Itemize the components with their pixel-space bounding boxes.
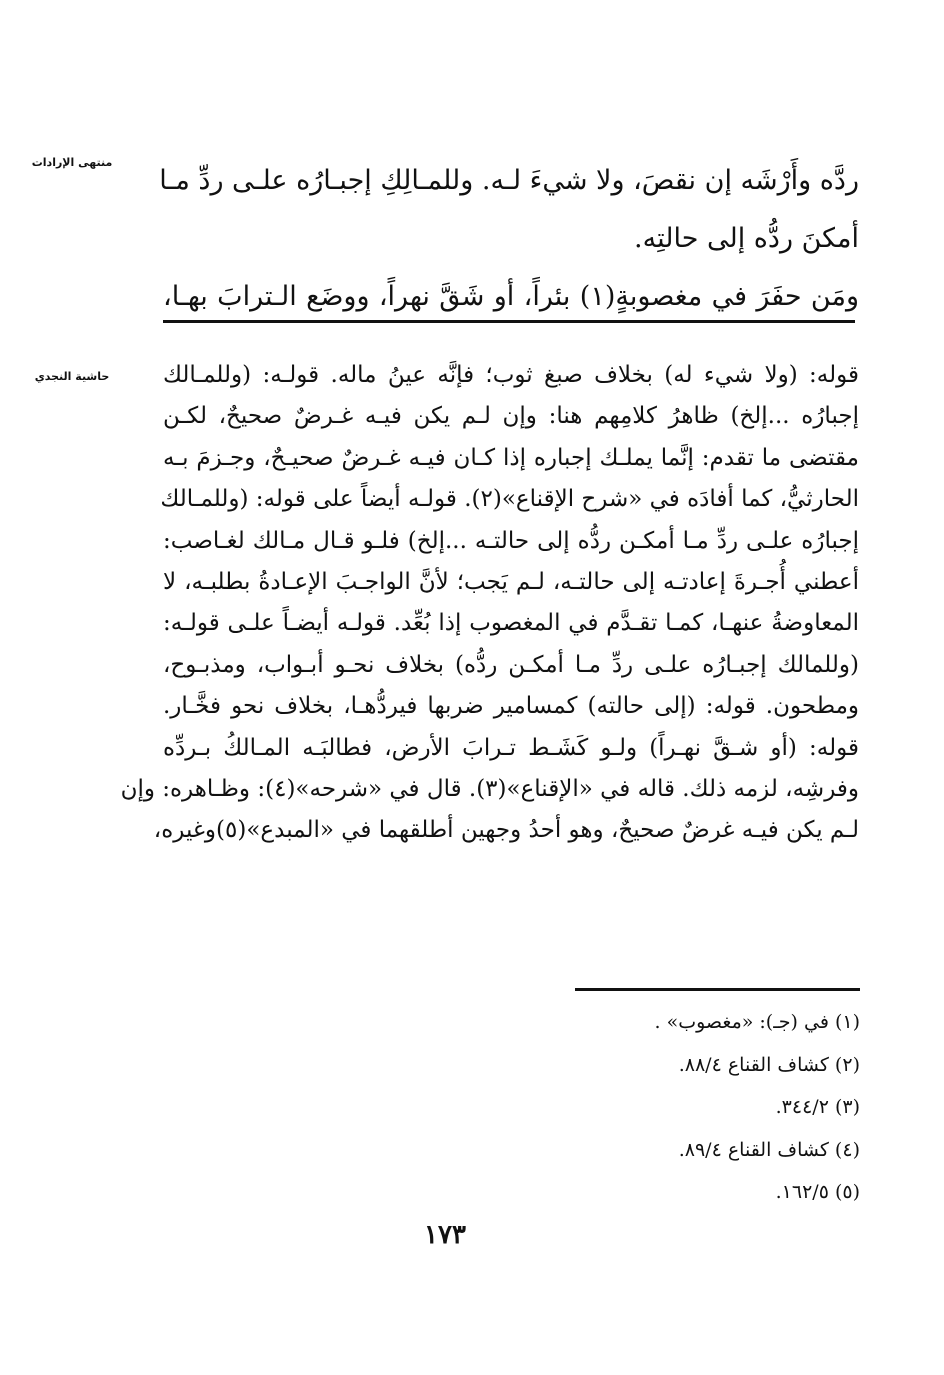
hashiya-line: قوله: (أو شـقَّ نهـراً) ولـو كَشَـط تـرابَ الأرض، فطالبَـه المـالكُ بـردِّه [163, 734, 859, 761]
hashiya-line: إجبارُه علـى ردِّ مـا أمكـن ردُّه إلى حالتـه ...إلخ) فلـو قـال مـالك لغـاصب: [163, 527, 859, 554]
footnotes [560, 1001, 860, 1214]
page-number: ١٧٣ [424, 1220, 466, 1250]
footnote: (٥) ١٦٢/٥. [775, 1181, 860, 1203]
hashiya-line: مقتضى ما تقدم: إنَّما يملـك إجباره إذا كـان فيـه غـرضٌ صحيـحٌ، وجـزمَ بـه [163, 444, 859, 471]
main-text-line: أمكنَ ردُّه إلى حالتِه. [634, 223, 859, 254]
hashiya-line: (وللمالك إجبـارُه علـى ردِّ مـا أمكـن ردُّه) بخلاف نحـو أبـواب، ومذبـوح، [163, 651, 859, 678]
hashiya-line: وفرشِه، لزمه ذلك. قاله في «الإقناع»(٣). قال في «شرحه»(٤): وظـاهره: وإن [120, 775, 859, 802]
footnote: (٢) كشاف القناع ٨٨/٤. [678, 1053, 860, 1076]
section-divider [163, 320, 855, 323]
hashiya-line: لـم يكن فيـه غرضٌ صحيحٌ، وهو أحدُ وجهين أطلقهما في «المبدع»(٥)وغيره، [153, 817, 859, 844]
footnote: (١) في (جـ): «مغصوب» . [654, 1011, 860, 1033]
footnote: (٤) كشاف القناع ٨٩/٤. [678, 1138, 860, 1161]
hashiya-line: الحارثيُّ، كما أفادَه في «شرح الإقناع»(٢). قولـه أيضاً على قوله: (وللمـالك [160, 486, 859, 513]
hashiya-line: أعطني أُجـرةَ إعادتـه إلى حالتـه، لـم يَجب؛ لأنَّ الواجـبَ الإعـادةُ بطلبـه، لا [163, 568, 859, 595]
main-text-line: ردَّه وأَرْشَه إن نقصَ، ولا شيءَ لـه. وللمـالِكِ إجبـارُه علـى ردِّ مـا [159, 165, 859, 196]
footnote: (٣) ٣٤٤/٢. [775, 1096, 860, 1118]
side-label-hashiya: حاشية النجدي [34, 370, 110, 383]
hashiya-line: المعاوضةُ عنهـا، كمـا تقـدَّم في المغصوب إذا بُعِّد. قولـه أيضـاً علـى قولـه: [163, 610, 859, 637]
side-label-main: منتهى الإرادات [31, 156, 113, 169]
footnote-divider [575, 988, 860, 991]
main-text-line: ومَن حفَرَ في مغصوبةٍ(١) بئراً، أو شَقَّ نهراً، ووضَع الـترابَ بهـا، [163, 281, 859, 312]
hashiya-text [120, 355, 859, 852]
hashiya-line: إجبارُه ...إلخ) ظاهرُ كلامِهم هنا: وإن لـم يكن فيـه غـرضٌ صحيحٌ، لكـن [163, 403, 859, 430]
main-text [159, 152, 859, 326]
hashiya-line: قوله: (ولا شيء له) بخلاف صبغ ثوب؛ فإنَّه عينُ ماله. قولـه: (وللمـالك [163, 362, 859, 388]
hashiya-line: ومطحون. قوله: (إلى حالته) كمسامير ضربها فيردُّهـا، بخلاف نحو فخَّـار. [163, 693, 859, 720]
